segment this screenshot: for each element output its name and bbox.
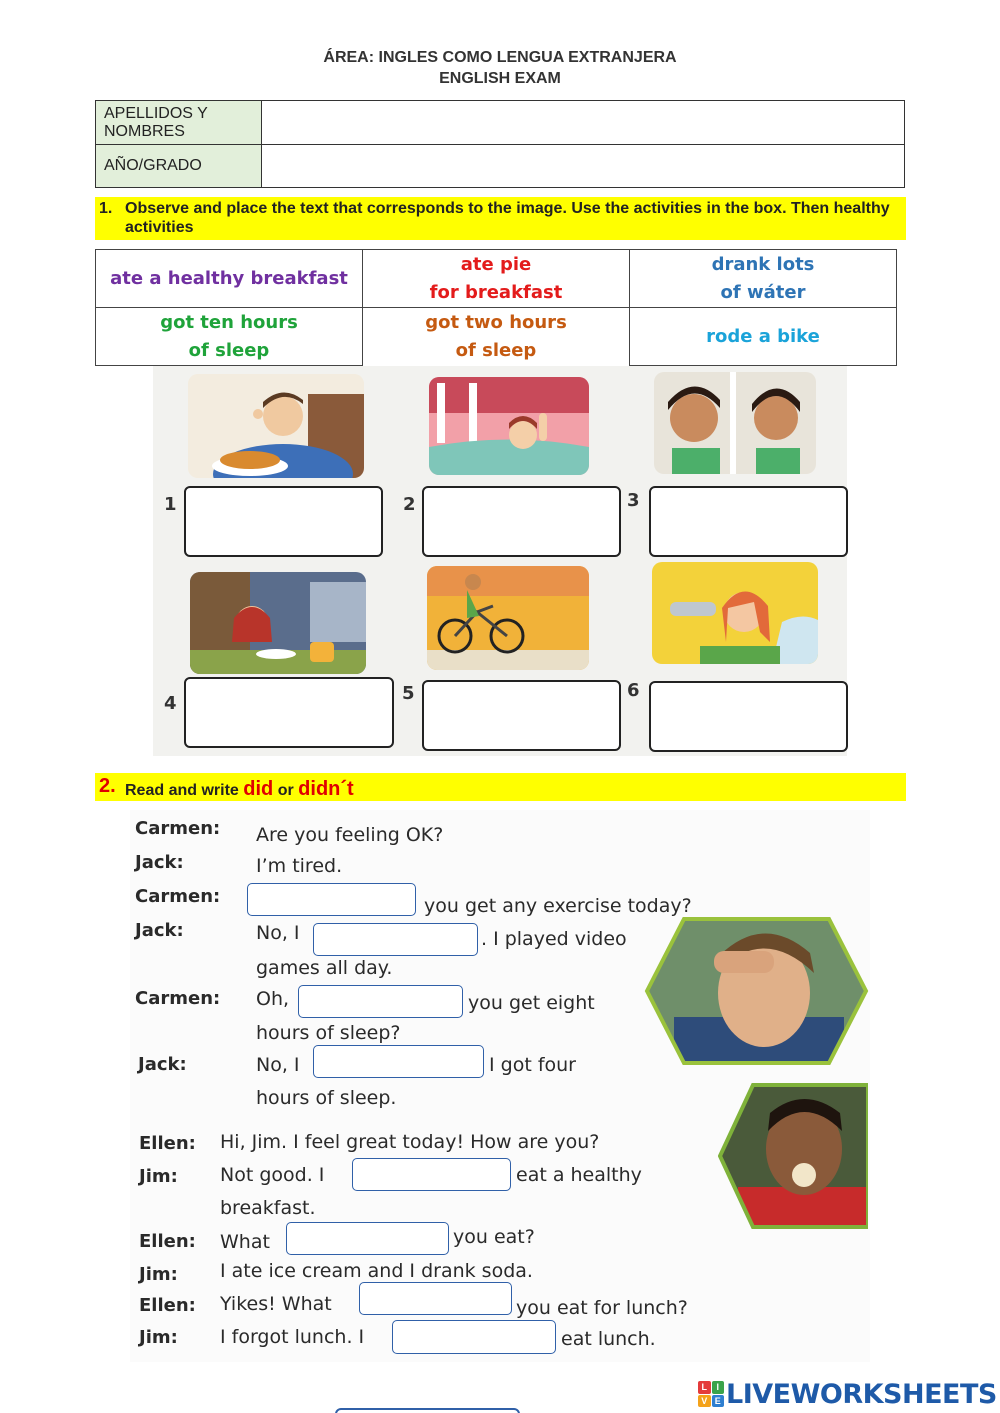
grade-field[interactable] [262,145,905,188]
section2-instruction [95,773,906,801]
word-ate-pie: ate pie for breakfast [363,250,630,308]
exam-title: ENGLISH EXAM [439,70,561,87]
dialog1-line-3: you get any exercise today? [424,895,692,917]
section2-number: 2. [99,775,116,797]
girl-eating-breakfast-picture [190,572,366,674]
girl-waking-up-picture [429,377,589,475]
logo-text: LIVEWORKSHEETS [726,1378,997,1410]
speaker-jim-2: Jim: [139,1264,178,1285]
blank-partial-bottom[interactable] [335,1408,520,1413]
word-ten-hours-sleep: got ten hours of sleep [96,308,363,366]
dialog1-line-4b: . I played video [481,928,627,950]
dialog1-line-2: I’m tired. [256,855,343,877]
answer-box-1[interactable] [184,486,383,557]
boy-eating-icecream-hexagon-photo [718,1083,868,1229]
blank-4[interactable] [313,1045,484,1078]
section1-number: 1. [99,200,113,217]
dialog1-line-5a: Oh, [256,988,290,1010]
activity-word-box [95,249,897,366]
dialog2-line-3a: What [220,1231,270,1253]
girl-drinking-water-picture [652,562,818,664]
speaker-jack-3: Jack: [138,1054,187,1075]
answer-box-6[interactable] [649,681,848,752]
speaker-jim-1: Jim: [139,1166,178,1187]
grade-label: AÑO/GRADO [96,145,262,188]
dialog2-line-6a: I forgot lunch. I [220,1326,365,1348]
area-title: ÁREA: INGLES COMO LENGUA EXTRANJERA [323,49,677,66]
dialog1-line-4c: games all day. [256,957,393,979]
answer-box-3[interactable] [649,486,848,557]
dialog2-line-5b: you eat for lunch? [516,1297,688,1319]
dialog2-line-2a: Not good. I [220,1164,325,1186]
section1-text: Observe and place the text that corresponds to the image. Use the activities in the box. Then healthy activities [125,200,890,236]
speaker-jack-2: Jack: [135,920,184,941]
picture-number-1: 1 [164,494,177,515]
boy-riding-bike-picture [427,566,589,670]
blank-2[interactable] [313,923,478,956]
dialog2-line-4: I ate ice cream and I drank soda. [220,1260,533,1282]
dialog1-line-5b: you get eight [468,992,595,1014]
picture-number-5: 5 [402,683,415,704]
dialog2-line-2c: breakfast. [220,1197,316,1219]
answer-box-5[interactable] [422,680,621,751]
speaker-ellen-2: Ellen: [139,1231,196,1252]
man-eating-pie-picture [188,374,364,478]
names-field[interactable] [262,101,905,145]
dialog2-line-1: Hi, Jim. I feel great today! How are you? [220,1131,600,1153]
word-rode-bike: rode a bike [630,308,897,366]
section1-instruction [95,197,906,240]
tired-boy-hexagon-photo [644,917,869,1065]
blank-8[interactable] [392,1320,556,1354]
dialog1-line-1: Are you feeling OK? [256,824,444,846]
names-label: APELLIDOS Y NOMBRES [96,101,262,145]
picture-number-4: 4 [164,693,177,714]
dialog2-line-2b: eat a healthy [516,1164,642,1186]
dialog1-line-6c: hours of sleep. [256,1087,397,1109]
speaker-carmen-2: Carmen: [135,886,221,907]
dialog1-line-5c: hours of sleep? [256,1022,401,1044]
speaker-ellen-3: Ellen: [139,1295,196,1316]
tired-boy-picture [654,372,816,474]
liveworksheets-logo [698,1378,997,1410]
picture-number-2: 2 [403,494,416,515]
dialog2-line-3b: you eat? [453,1226,535,1248]
answer-box-4[interactable] [184,677,394,748]
speaker-jack-1: Jack: [135,852,184,873]
blank-6[interactable] [286,1222,449,1255]
word-drank-water: drank lots of wáter [630,250,897,308]
blank-7[interactable] [359,1282,512,1315]
picture-number-3: 3 [627,490,640,511]
section2-text: Read and write did or didn´t [125,778,354,800]
blank-3[interactable] [298,985,463,1018]
speaker-ellen-1: Ellen: [139,1133,196,1154]
word-two-hours-sleep: got two hours of sleep [363,308,630,366]
dialog2-line-5a: Yikes! What [220,1293,332,1315]
speaker-carmen-3: Carmen: [135,988,221,1009]
dialog2-line-6b: eat lunch. [561,1328,656,1350]
logo-mark-icon: L I V E [698,1381,724,1407]
student-info-table [95,100,905,188]
blank-5[interactable] [352,1158,511,1191]
answer-box-2[interactable] [422,486,621,557]
dialog1-line-6a: No, I [256,1054,300,1076]
dialog1-line-6b: I got four [489,1054,576,1076]
blank-1[interactable] [247,883,416,916]
word-ate-healthy-breakfast: ate a healthy breakfast [96,250,363,308]
dialog1-line-4a: No, I [256,922,300,944]
speaker-carmen-1: Carmen: [135,818,221,839]
picture-number-6: 6 [627,680,640,701]
speaker-jim-3: Jim: [139,1327,178,1348]
